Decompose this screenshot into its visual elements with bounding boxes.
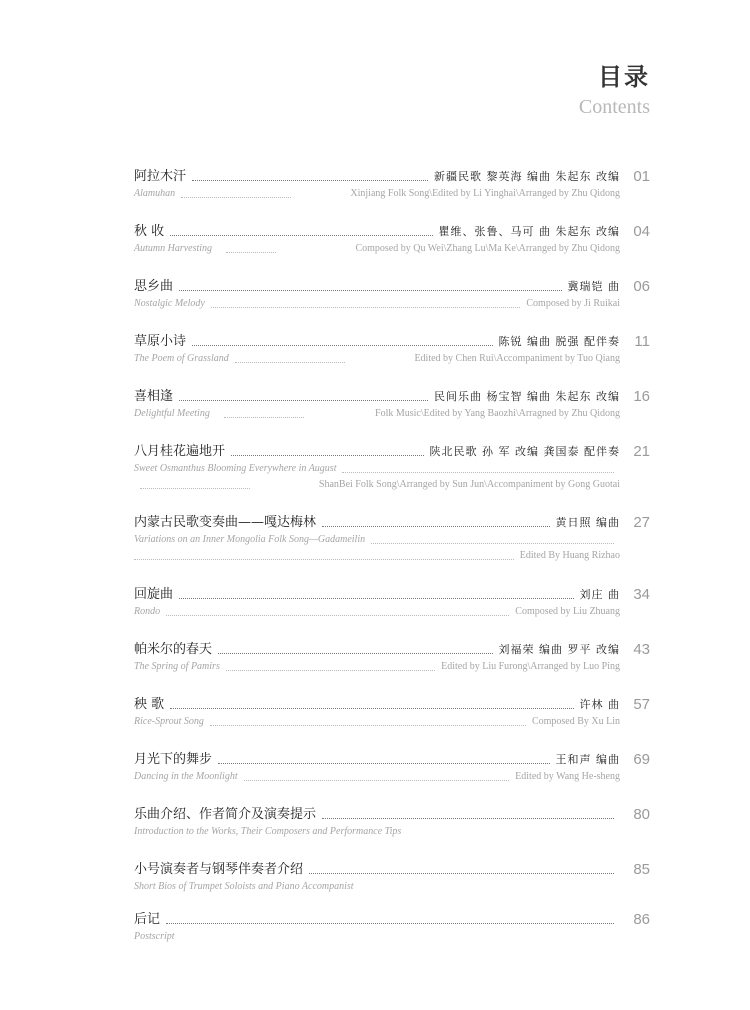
entry-credit-en: Xinjiang Folk Song\Edited by Li Yinghai\Arranged by Zhu Qidong (350, 188, 620, 199)
entry-title-en: Variations on an Inner Mongolia Folk Song—Gadameilin (134, 534, 366, 545)
toc-header (579, 62, 650, 120)
page-number: 85 (633, 861, 650, 878)
entry-title-cn: 草原小诗 (134, 334, 187, 349)
entry-title-cn: 阿拉木汗 (134, 169, 187, 184)
dot-leader (342, 472, 614, 473)
entry-credit-cn: 王和声 编曲 (555, 753, 620, 766)
entry-credit-cn: 许林 曲 (579, 698, 620, 711)
entry-credit-en: Edited by Wang He-sheng (515, 771, 620, 782)
toc-entry[interactable] (134, 751, 650, 785)
page-number: 43 (633, 641, 650, 658)
entry-credit-cn: 刘庄 曲 (579, 588, 620, 601)
entry-title-cn: 帕米尔的春天 (134, 642, 213, 657)
toc-entry[interactable] (134, 514, 650, 564)
dot-leader (322, 818, 614, 819)
dot-leader (226, 670, 435, 671)
toc-entry[interactable] (134, 443, 650, 493)
dot-leader (210, 725, 526, 726)
entry-title-en: Short Bios of Trumpet Soloists and Piano Accompanist (134, 881, 354, 892)
page-number: 11 (634, 333, 650, 350)
page-number: 21 (633, 443, 650, 460)
entry-title-cn: 回旋曲 (134, 587, 174, 602)
dot-leader (218, 653, 492, 654)
entry-title-cn: 秋 收 (134, 224, 165, 239)
dot-leader (166, 615, 509, 616)
entry-title-cn: 秧 歌 (134, 697, 165, 712)
entry-title-en: Alamuhan (134, 188, 176, 199)
entry-credit-en: Composed by Qu Wei\Zhang Lu\Ma Ke\Arranged by Zhu Qidong (355, 243, 620, 254)
entry-credit-en: Composed By Xu Lin (531, 716, 620, 727)
entry-title-cn: 内蒙古民歌变奏曲——嘎达梅林 (134, 515, 317, 530)
entry-credit-en: ShanBei Folk Song\Arranged by Sun Jun\Accompaniment by Gong Guotai (318, 479, 620, 490)
dot-leader (211, 307, 521, 308)
entry-title-en: Introduction to the Works, Their Composers and Performance Tips (134, 826, 402, 837)
dot-leader (181, 197, 291, 198)
toc-entry[interactable] (134, 861, 650, 895)
entry-title-cn: 思乡曲 (134, 279, 174, 294)
toc-entry[interactable] (134, 586, 650, 620)
entry-title-en: Nostalgic Melody (134, 298, 205, 309)
dot-leader (322, 526, 549, 527)
entry-credit-en: Edited by Chen Rui\Accompaniment by Tuo Qiang (414, 353, 620, 364)
dot-leader (235, 362, 345, 363)
page-number: 69 (633, 751, 650, 768)
entry-credit-en: Composed by Liu Zhuang (515, 606, 620, 617)
dot-leader (192, 180, 428, 181)
dot-leader (134, 559, 514, 560)
entry-credit-cn: 新疆民歌 黎英海 编曲 朱起东 改编 (434, 170, 620, 183)
entry-credit-en: Composed by Ji Ruikai (526, 298, 620, 309)
entry-title-en: Rice-Sprout Song (134, 716, 204, 727)
toc-entry[interactable] (134, 696, 650, 730)
dot-leader (140, 488, 250, 489)
entry-title-cn: 喜相逢 (134, 389, 174, 404)
dot-leader (166, 923, 614, 924)
entry-title-en: Autumn Harvesting (134, 243, 213, 254)
entry-title-en: The Spring of Pamirs (134, 661, 220, 672)
toc-entry[interactable] (134, 641, 650, 675)
toc-entry[interactable] (134, 168, 650, 202)
toc-entry[interactable] (134, 333, 650, 367)
dot-leader (244, 780, 510, 781)
dot-leader (309, 873, 614, 874)
entry-title-en: The Poem of Grassland (134, 353, 229, 364)
dot-leader (231, 455, 424, 456)
entry-credit-cn: 刘福荣 编曲 罗平 改编 (498, 643, 620, 656)
page-number: 57 (633, 696, 650, 713)
dot-leader (170, 235, 432, 236)
entry-title-en: Sweet Osmanthus Blooming Everywhere in August (134, 463, 337, 474)
entry-credit-en: Edited By Huang Rizhao (519, 550, 620, 561)
dot-leader (179, 400, 428, 401)
dot-leader (226, 252, 276, 253)
entry-title-cn: 小号演奏者与钢琴伴奏者介绍 (134, 862, 304, 877)
entry-title-cn: 八月桂花遍地开 (134, 444, 226, 459)
dot-leader (170, 708, 573, 709)
dot-leader (179, 598, 573, 599)
page-number: 86 (633, 911, 650, 928)
entry-credit-cn: 冀瑞铠 曲 (567, 280, 620, 293)
entry-credit-en: Edited by Liu Furong\Arranged by Luo Ping (441, 661, 620, 672)
toc-entry[interactable] (134, 806, 650, 840)
page-number: 04 (633, 223, 650, 240)
dot-leader (179, 290, 561, 291)
entry-title-en: Dancing in the Moonlight (134, 771, 238, 782)
dot-leader (371, 543, 614, 544)
page-title: 目录 (598, 62, 650, 91)
entry-title-cn: 月光下的舞步 (134, 752, 213, 767)
entry-title-en: Postscript (134, 931, 175, 942)
entry-credit-cn: 黄日照 编曲 (555, 516, 620, 529)
page-number: 06 (633, 278, 650, 295)
entry-title-en: Delightful Meeting (134, 408, 210, 419)
entry-credit-cn: 瞿维、张鲁、马可 曲 朱起东 改编 (438, 225, 620, 238)
dot-leader (192, 345, 492, 346)
page-number: 80 (633, 806, 650, 823)
toc-entry[interactable] (134, 223, 650, 257)
entry-credit-cn: 民间乐曲 杨宝智 编曲 朱起东 改编 (434, 390, 620, 403)
toc-entry[interactable] (134, 911, 650, 945)
page-number: 27 (633, 514, 650, 531)
toc-entry[interactable] (134, 278, 650, 312)
toc-entry[interactable] (134, 388, 650, 422)
entry-title-cn: 乐曲介绍、作者简介及演奏提示 (134, 807, 317, 822)
dot-leader (224, 417, 304, 418)
page-subtitle: Contents (578, 96, 650, 118)
entry-credit-cn: 陕北民歌 孙 军 改编 龚国泰 配伴奏 (429, 445, 620, 458)
page-number: 01 (633, 168, 650, 185)
entry-credit-cn: 陈锐 编曲 脱强 配伴奏 (498, 335, 620, 348)
entry-title-cn: 后记 (134, 912, 161, 927)
page-number: 16 (633, 388, 650, 405)
dot-leader (218, 763, 549, 764)
page-number: 34 (633, 586, 650, 603)
entry-title-en: Rondo (134, 606, 161, 617)
entry-credit-en: Folk Music\Edited by Yang Baozhi\Arragned by Zhu Qidong (375, 408, 620, 419)
